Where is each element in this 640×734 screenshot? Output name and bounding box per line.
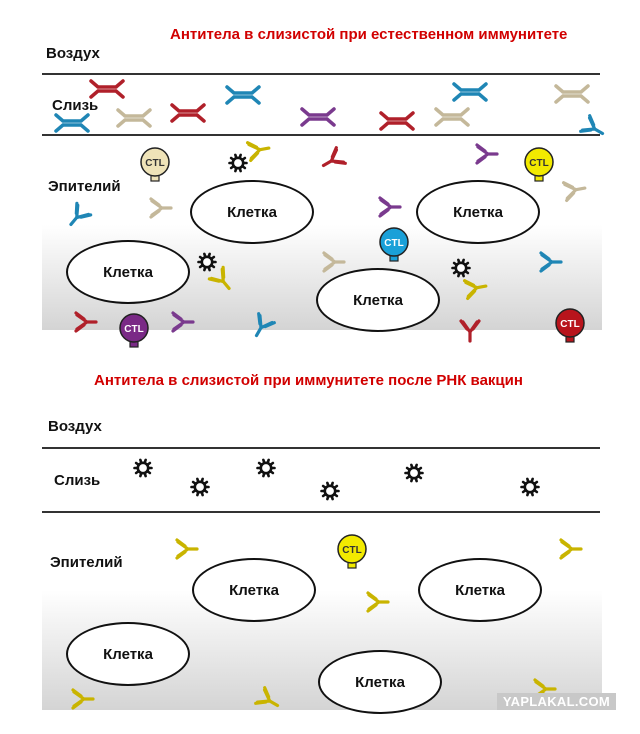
- ctl-cell-yellow: [525, 148, 553, 181]
- virus-icon: [135, 460, 152, 476]
- virus-icon: [199, 254, 216, 270]
- antibody-red: [319, 148, 345, 174]
- panel1-title: Антитела в слизистой при естественном иммунитете: [170, 26, 568, 43]
- antibody-purple: [477, 145, 497, 163]
- antibody-yellow: [73, 690, 93, 708]
- virus-icon: [522, 479, 539, 495]
- panel2-air-label: Воздух: [48, 418, 102, 435]
- ctl-cell-beige: [141, 148, 169, 181]
- svg-text:CTL: CTL: [529, 158, 549, 169]
- antibody-yellow: [209, 267, 236, 294]
- mucus-antibody-red: [91, 81, 123, 97]
- panel2-cell-2: Клетка: [418, 558, 542, 622]
- panel2-mucus-label: Слизь: [54, 472, 101, 489]
- virus-icon: [230, 155, 247, 171]
- antibody-yellow: [248, 139, 271, 160]
- svg-text:CTL: CTL: [560, 319, 580, 330]
- mucus-antibody-red: [172, 105, 204, 121]
- panel1-cell-2: Клетка: [416, 180, 540, 244]
- svg-text:CTL: CTL: [384, 238, 404, 249]
- antibody-blue: [64, 203, 91, 230]
- antibody-beige: [564, 179, 587, 200]
- panel1-cell-4: Клетка: [316, 268, 440, 332]
- antibody-red: [76, 313, 96, 331]
- antibody-blue: [249, 314, 275, 340]
- virus-icon: [192, 479, 209, 495]
- virus-icon: [322, 483, 339, 499]
- svg-text:CTL: CTL: [145, 158, 165, 169]
- antibody-yellow: [465, 277, 488, 298]
- antibody-beige: [151, 199, 171, 217]
- mucus-antibody-beige: [436, 109, 468, 125]
- mucus-antibody-blue: [227, 87, 259, 103]
- mucus-antibody-red: [381, 113, 413, 129]
- mucus-antibody-blue: [454, 84, 486, 100]
- virus-icon: [258, 460, 275, 476]
- mucus-antibody-purple: [302, 109, 334, 125]
- antibody-beige: [324, 253, 344, 271]
- virus-icon: [406, 465, 423, 481]
- mucus-antibody-beige: [556, 86, 588, 102]
- panel2-cell-1: Клетка: [192, 558, 316, 622]
- mucus-antibody-blue: [56, 115, 88, 131]
- panel1-cell-1: Клетка: [190, 180, 314, 244]
- antibody-blue: [541, 253, 561, 271]
- panel1-air-label: Воздух: [46, 45, 100, 62]
- panel1-cell-3: Клетка: [66, 240, 190, 304]
- watermark: YAPLAKAL.COM: [497, 693, 616, 710]
- ctl-cell-blue: [380, 228, 408, 261]
- panel2-epithelium-label: Эпителий: [50, 554, 123, 571]
- svg-text:CTL: CTL: [124, 324, 144, 335]
- panel2-title: Антитела в слизистой при иммунитете после РНК вакцин: [94, 372, 523, 389]
- panel2-cell-3: Клетка: [66, 622, 190, 686]
- virus-icon: [453, 260, 470, 276]
- antibody-purple: [173, 313, 193, 331]
- ctl-cell-red: [556, 309, 584, 342]
- panel-rna-vaccine-immunity: [0, 340, 640, 734]
- panel-natural-immunity: [0, 0, 640, 340]
- antibody-yellow: [256, 688, 282, 714]
- antibody-yellow: [561, 540, 581, 558]
- svg-text:CTL: CTL: [342, 545, 362, 556]
- panel1-mucus-label: Слизь: [52, 97, 99, 114]
- mucus-antibody-blue: [581, 116, 607, 142]
- antibody-yellow: [368, 593, 388, 611]
- panel1-epithelium-label: Эпителий: [48, 178, 121, 195]
- mucus-antibody-beige: [118, 110, 150, 126]
- antibody-purple: [380, 198, 400, 216]
- antibody-red: [461, 321, 479, 341]
- panel2-cell-4: Клетка: [318, 650, 442, 714]
- ctl-cell-yellow: [338, 535, 366, 568]
- antibody-yellow: [177, 540, 197, 558]
